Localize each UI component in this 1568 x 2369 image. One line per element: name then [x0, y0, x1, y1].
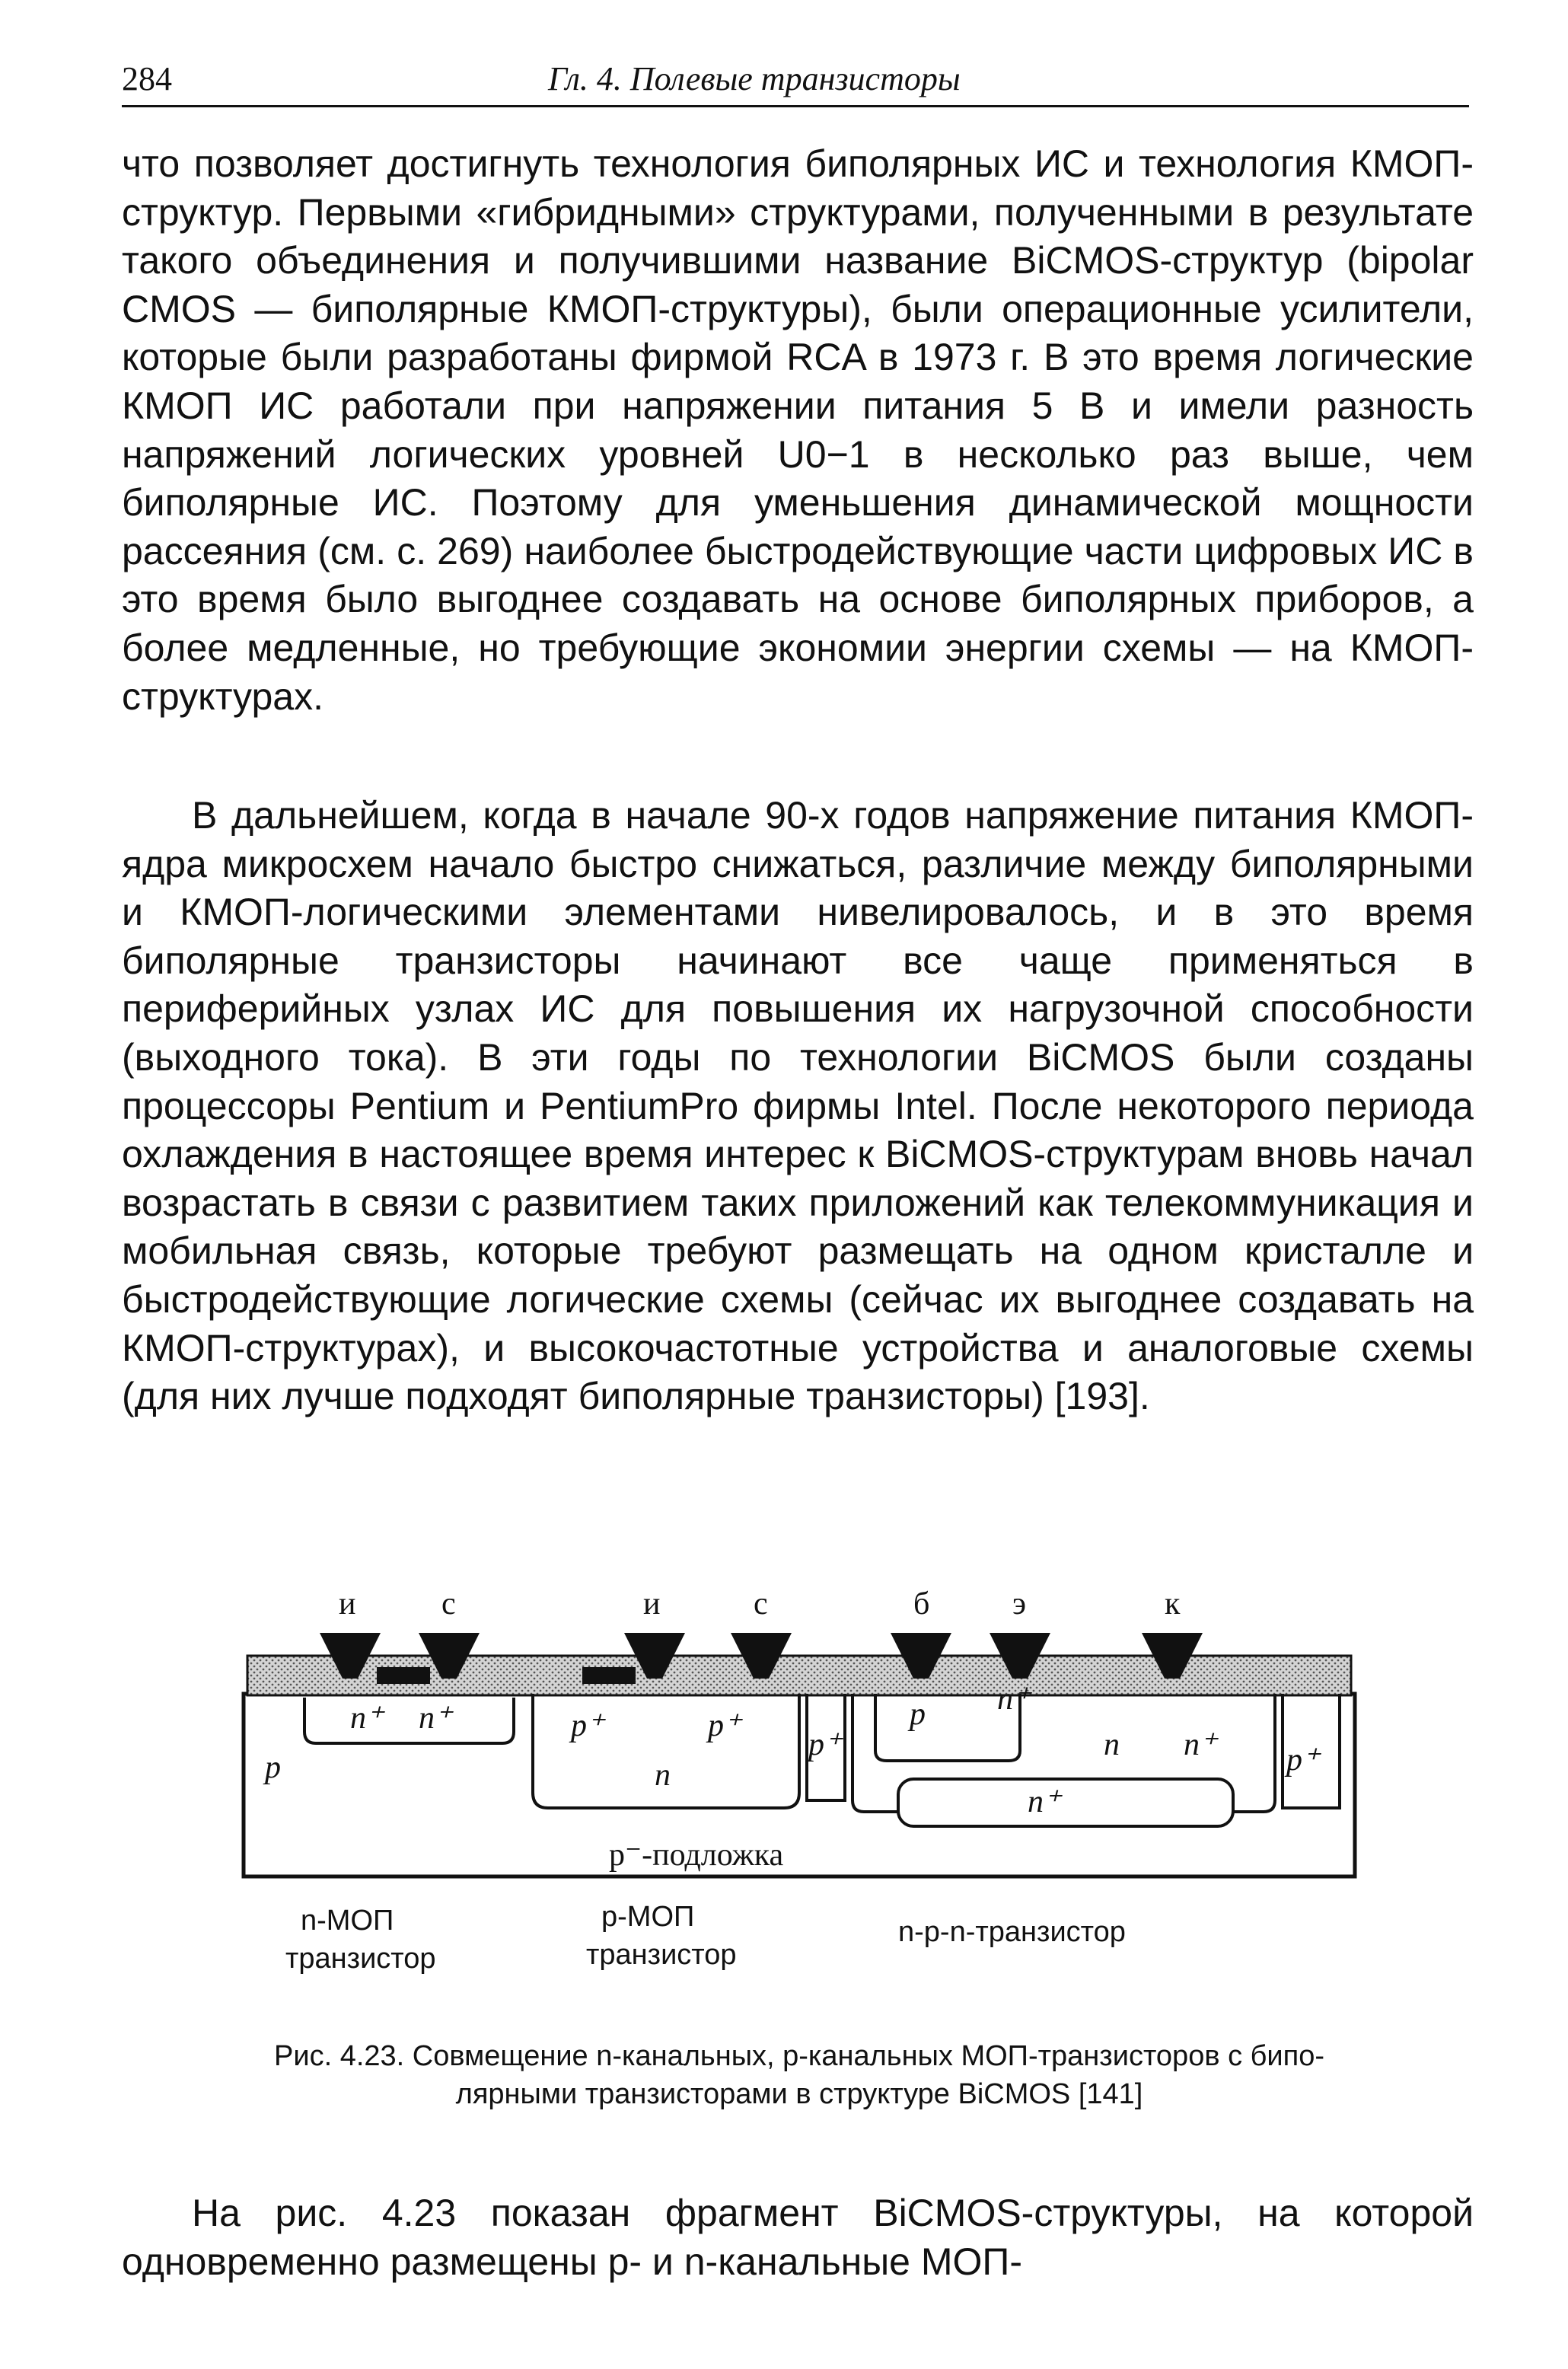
paragraph-2: В дальнейшем, когда в начале 90-х годов напряжение питания КМОП-ядра микросхем начало быстро снижаться, различие между биполярными и КМОП-логическими элементами нивелировалось, и в это время биполярные транзисторы начинают все чаще применяться в периферийных узлах ИС для повышения их нагрузочной способности (выходного тока). В эти годы по технологии BiCMOS были созданы процессоры Pentium и PentiumPro фирмы Intel. После некоторого периода охлаждения в настоящее время интерес к BiCMOS-структурам вновь начал возрастать в связи с развитием таких приложений как телекоммуникация и мобильная связь, которые требуют размещать на одном кристалле и быстродействующие логические схемы (сейчас их выгоднее создавать на КМОП-структурах), и высокочастотные устройства и аналоговые схемы (для них лучше подходят биполярные транзисторы) [193].: [122, 794, 1474, 1418]
device-npn: n-p-n-транзистор: [898, 1916, 1126, 1948]
paragraph-1: что позволяет достигнуть технология биполярных ИС и технология КМОП-структур. Первыми «гибридными» структурами, полученными в результате такого объединения и получившими название BiCMOS-структур (bipolar CMOS — биполярные КМОП-структуры), были операционные усилители, которые были разработаны фирмой RCA в 1973 г. В это время логические КМОП ИС работали при напряжении питания 5 В и имели разность напряжений логических уровней U0−1 в несколько раз выше, чем биполярные ИС. Поэтому для уменьшения динамической мощности рассеяния (см. с. 269) наиболее быстродействующие части цифровых ИС в это время было выгоднее создавать на основе биполярных приборов, а более медленные, но требующие экономии энергии схемы — на КМОП-структурах.: [122, 142, 1474, 718]
terminal-source-p: и: [643, 1586, 661, 1621]
nmos-gate: [377, 1667, 430, 1684]
device-pmos-line2: транзистор: [586, 1939, 737, 1971]
device-nmos-line1: n-МОП: [301, 1905, 394, 1937]
figure-caption: [129, 2037, 1469, 2113]
page-number: 284: [122, 60, 172, 97]
device-nmos-line2: транзистор: [285, 1943, 436, 1975]
buried-n-plus: [898, 1779, 1233, 1826]
terminal-drain-n: с: [441, 1586, 456, 1621]
running-header: [122, 59, 1469, 107]
label-p-left: p: [265, 1750, 281, 1785]
terminal-collector: к: [1165, 1586, 1181, 1621]
nmos-n-plus-wells: [304, 1698, 514, 1743]
label-p-plus-iso-1: p⁺: [808, 1727, 842, 1762]
terminal-source-n: и: [339, 1586, 356, 1621]
label-p-plus-1: p⁺: [571, 1708, 604, 1743]
label-n-plus-contact: n⁺: [1184, 1727, 1217, 1762]
terminal-base: б: [913, 1586, 930, 1621]
label-n-plus-2: n⁺: [419, 1701, 452, 1736]
label-n-plus-buried: n⁺: [1028, 1784, 1061, 1819]
label-p-base: p: [910, 1697, 926, 1732]
caption-line-2: лярными транзисторами в структуре BiCMOS [141]: [455, 2078, 1143, 2110]
pmos-gate: [582, 1667, 636, 1684]
label-p-plus-iso-2: p⁺: [1286, 1742, 1320, 1778]
paragraph-3: На рис. 4.23 показан фрагмент BiCMOS-структуры, на которой одновременно размещены p- и n-канальные МОП-: [122, 2192, 1474, 2283]
label-n-well: n: [655, 1758, 671, 1793]
label-substrate: p⁻-подложка: [609, 1838, 784, 1873]
label-n-collector: n: [1104, 1727, 1120, 1762]
bicmos-figure: [228, 1580, 1370, 2017]
caption-line-1: Рис. 4.23. Совмещение n-канальных, p-канальных МОП-транзисторов с бипо-: [274, 2040, 1324, 2072]
running-title: Гл. 4. Полевые транзисторы: [548, 60, 961, 97]
terminal-drain-p: с: [754, 1586, 768, 1621]
device-pmos-line1: p-МОП: [601, 1901, 695, 1933]
terminal-emitter: э: [1012, 1586, 1027, 1621]
label-p-plus-2: p⁺: [708, 1708, 741, 1743]
label-n-plus-1: n⁺: [350, 1701, 384, 1736]
label-n-plus-emitter: n⁺: [997, 1682, 1031, 1717]
bicmos-cross-section: [228, 1580, 1370, 2017]
